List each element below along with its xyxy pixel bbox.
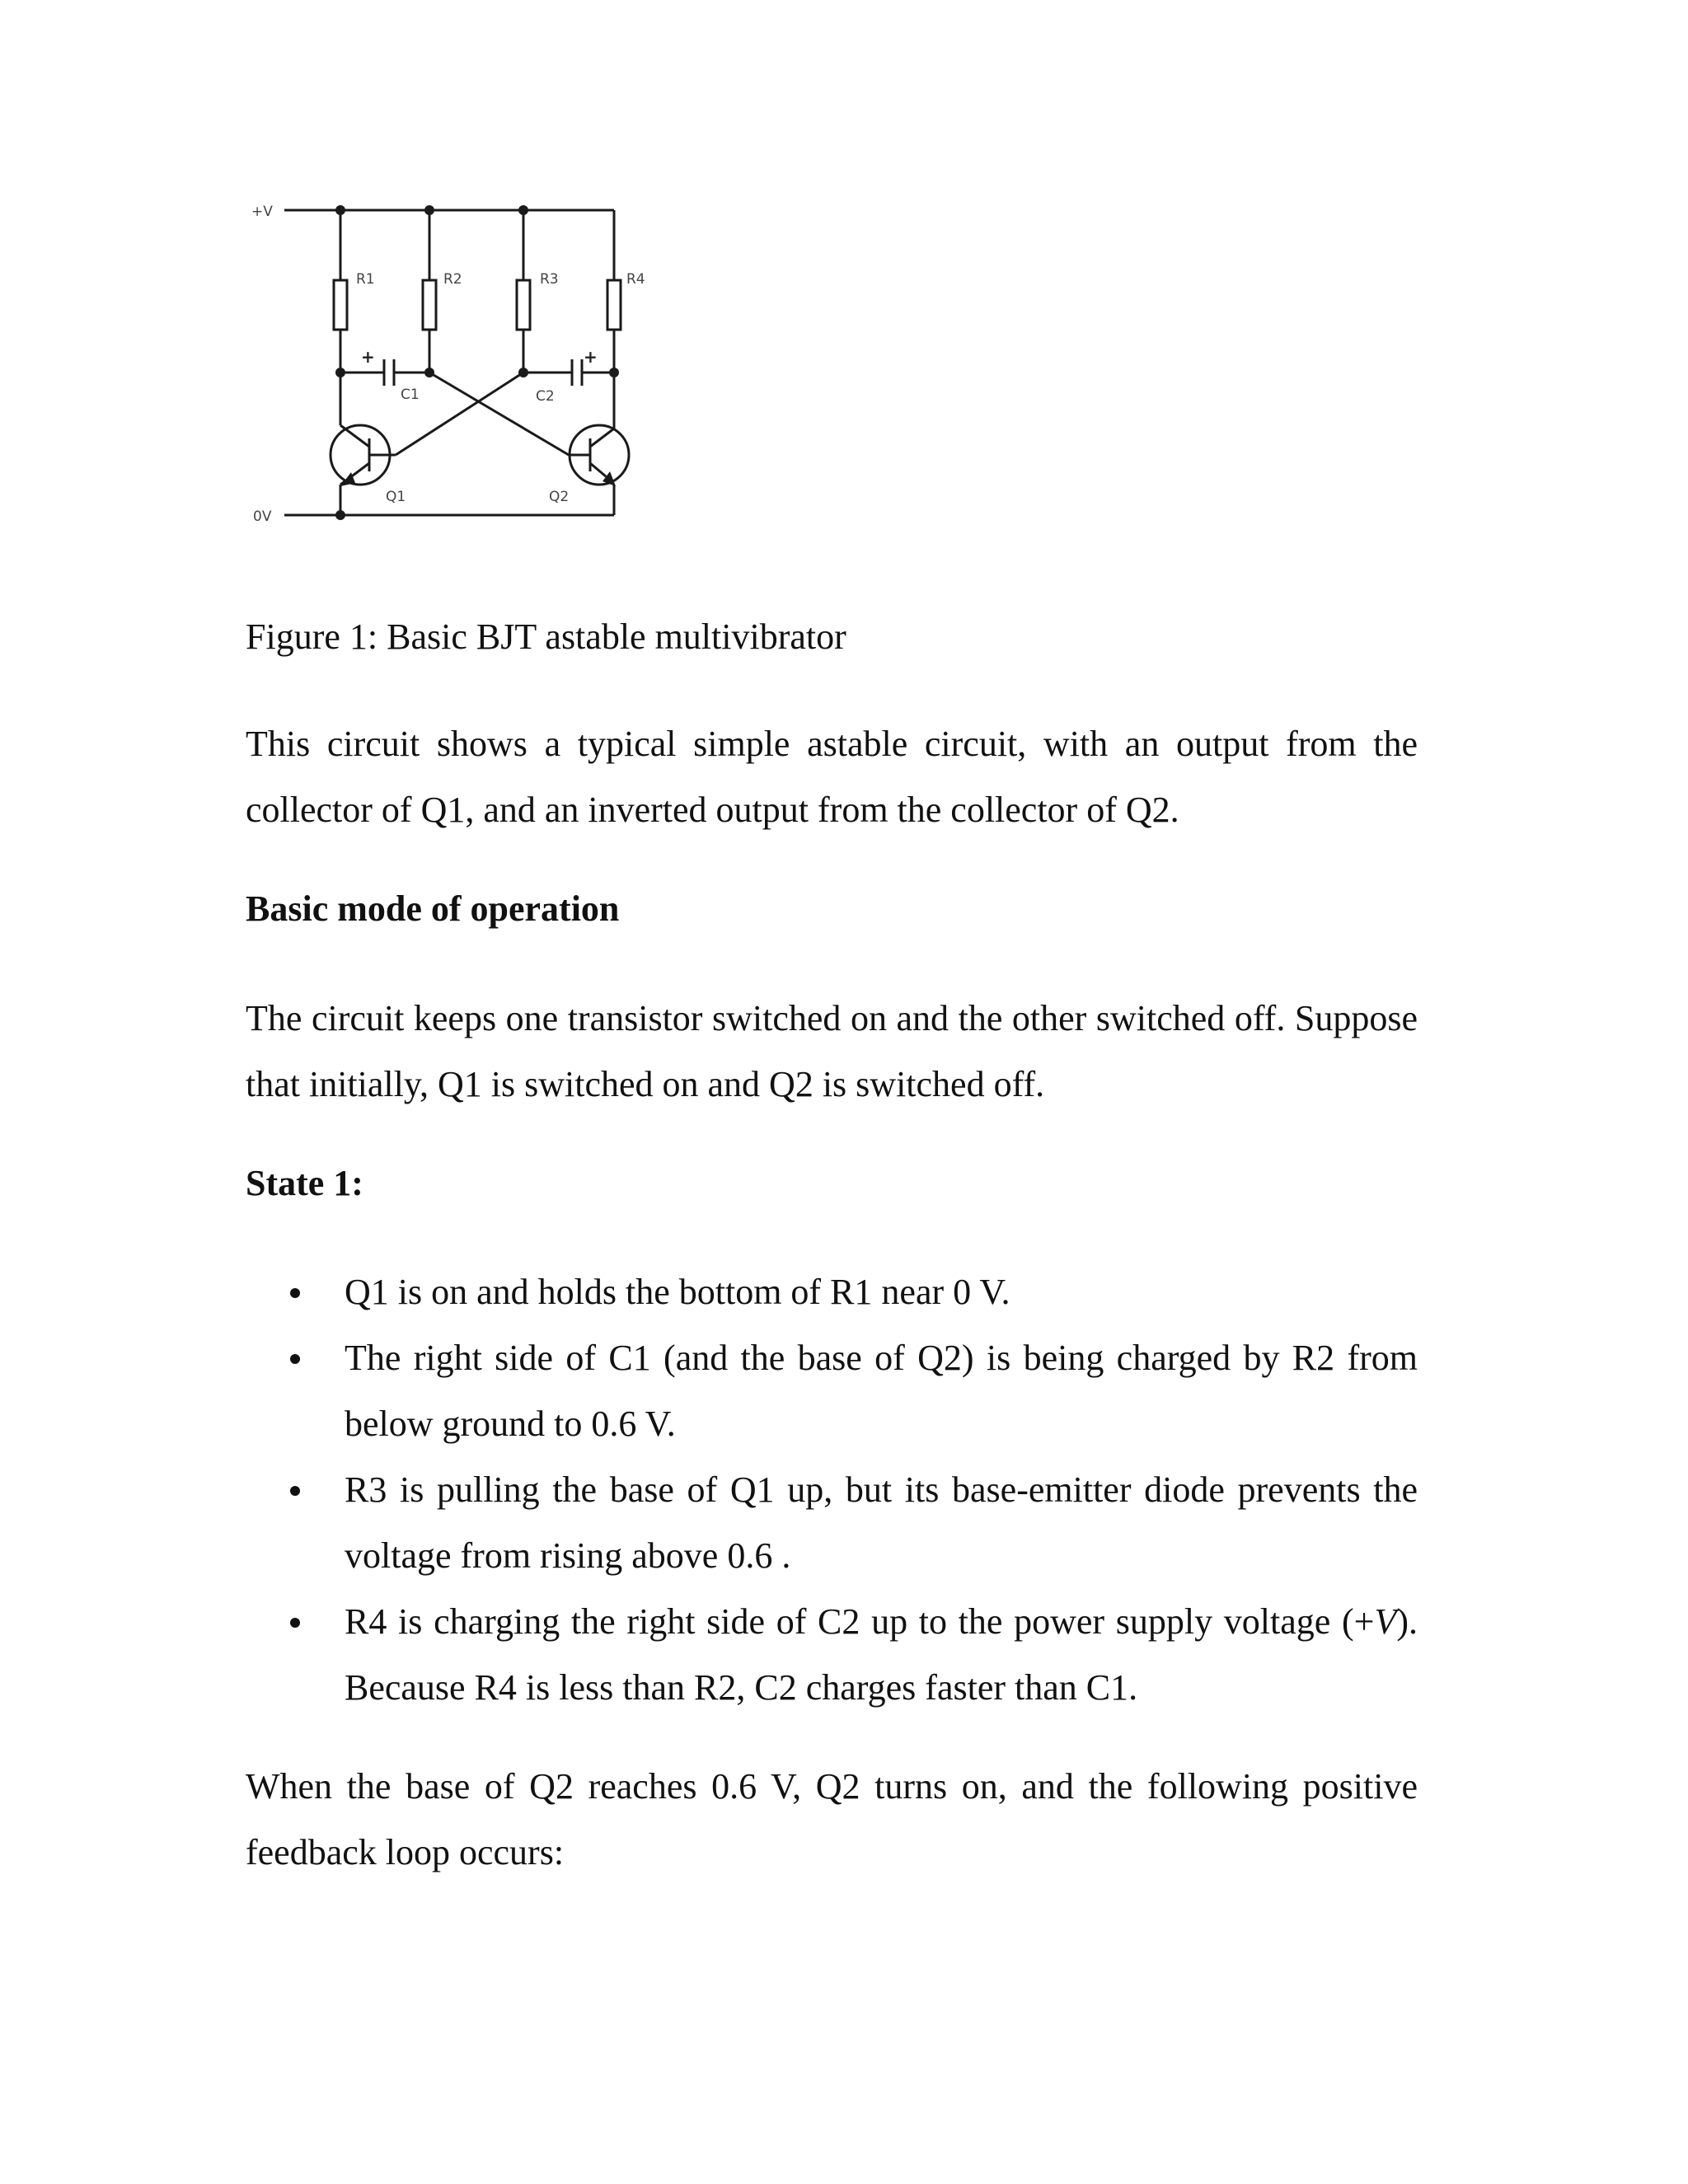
junction-dot — [335, 368, 345, 377]
resistor-r3 — [517, 280, 530, 330]
label-r2: R2 — [443, 271, 462, 288]
junction-dot — [609, 368, 619, 377]
c1-plus-sign: + — [361, 347, 375, 367]
junction-dot — [518, 205, 528, 215]
bullet-text: R3 is pulling the base of Q1 up, but its base-emitter diode prevents the voltage from rising above 0.6 . — [345, 1469, 1418, 1576]
label-c1: C1 — [401, 387, 420, 403]
closing-paragraph: When the base of Q2 reaches 0.6 V, Q2 turns on, and the following positive feedback loop occurs: — [246, 1766, 1418, 1872]
astable-multivibrator-schematic — [244, 188, 656, 526]
cross-wire-r2-to-q2-base — [429, 373, 569, 455]
label-r1: R1 — [356, 271, 375, 288]
label-plus-v: +V — [251, 204, 273, 220]
resistor-r1 — [334, 280, 347, 330]
bullet-text-part: R4 is charging the right side of C2 up to the power supply voltage (+ — [345, 1601, 1375, 1642]
figure-caption: Figure 1: Basic BJT astable multivibrator — [246, 616, 846, 657]
junction-dot — [335, 205, 345, 215]
label-c2: C2 — [536, 388, 555, 405]
intro-paragraph: This circuit shows a typical simple astable circuit, with an output from the collector of Q1, and an inverted output from the collector of Q2. — [246, 724, 1418, 830]
bullet-icon — [290, 1288, 300, 1298]
list-item — [246, 1589, 1418, 1721]
junction-dot — [424, 205, 434, 215]
label-r3: R3 — [540, 271, 559, 288]
label-zero-v: 0V — [253, 509, 272, 525]
cross-wire-r3-to-q1-base — [396, 373, 523, 455]
list-item — [246, 1325, 1418, 1457]
bullet-icon — [290, 1618, 300, 1628]
bullet-text: The right side of C1 (and the base of Q2) is being charged by R2 from below ground to 0.6 V. — [345, 1338, 1418, 1444]
bullet-text-italic: V — [1374, 1601, 1397, 1642]
list-item — [246, 1259, 1418, 1325]
list-item — [246, 1457, 1418, 1589]
junction-dot — [424, 368, 434, 377]
junction-dot — [335, 510, 345, 520]
operation-paragraph: The circuit keeps one transistor switched on and the other switched off. Suppose that initially, Q1 is switched on and Q2 is switched off. — [246, 998, 1418, 1104]
junction-dot — [518, 368, 528, 377]
bullet-icon — [290, 1354, 300, 1364]
section-heading: Basic mode of operation — [246, 888, 620, 929]
resistor-r2 — [423, 280, 436, 330]
bullet-icon — [290, 1486, 300, 1496]
bullet-text: Q1 is on and holds the bottom of R1 near 0 V. — [345, 1272, 1010, 1312]
resistor-r4 — [607, 280, 621, 330]
bullet-text-part: ). Because R4 is less than R2, C2 charges faster than C1. — [345, 1601, 1418, 1708]
state-heading: State 1: — [246, 1163, 363, 1203]
label-r4: R4 — [626, 271, 645, 288]
c2-plus-sign: + — [584, 347, 598, 367]
label-q1: Q1 — [386, 489, 406, 505]
state-bullet-list — [246, 1259, 1418, 1721]
label-q2: Q2 — [549, 489, 570, 505]
